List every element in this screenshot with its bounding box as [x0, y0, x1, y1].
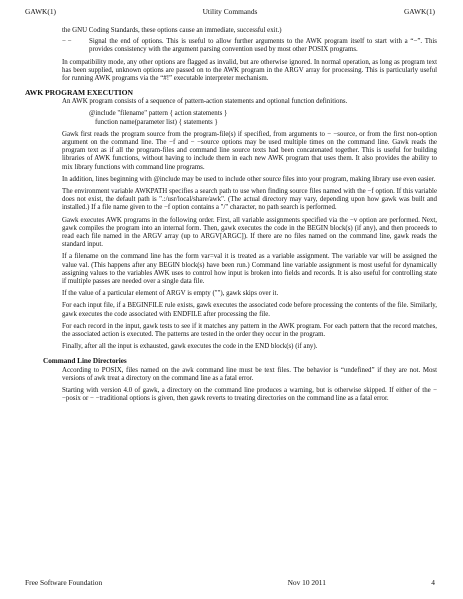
body-paragraph: Finally, after all the input is exhausted, gawk executes the code in the END block(s) (if any). — [62, 343, 318, 351]
section-heading: AWK PROGRAM EXECUTION — [25, 88, 134, 98]
header-right: GAWK(1) — [403, 7, 435, 16]
body-paragraph: In addition, lines beginning with @include may be used to include other source files into your program, making library use even easier. — [62, 175, 436, 183]
body-paragraph: Gawk first reads the program source from the program-file(s) if specified, from arguments to − −source, or from the first non-option argument on the command line. The −f and − −source options may be used multiple times on the command line. Gawk reads the program text as if all the program-files and command line source texts had been concatenated together. This is useful for building libraries of AWK functions, without having to include them in each new AWK program that uses them. It also provides the ability to mix library functions with command line programs. — [62, 130, 437, 171]
body-paragraph: If the value of a particular element of ARGV is empty (""), gawk skips over it. — [62, 290, 279, 298]
option-tag: − − — [62, 38, 72, 46]
subsection-heading: Command Line Directories — [43, 356, 127, 365]
footer-center: Nov 10 2011 — [287, 578, 326, 587]
page-footer — [25, 578, 435, 590]
continuation-text: the GNU Coding Standards, these options cause an immediate, successful exit.) — [62, 27, 282, 34]
page-body — [25, 27, 437, 403]
body-paragraph: Gawk executes AWK programs in the following order. First, all variable assignments specified via the −v option are performed. Next, gawk compiles the program into an internal form. Then, gawk executes the code in the BEGIN block(s) (if any), and then proceeds to read each file named in the ARGV array (up to ARGV[ARGC]). If there are no files named on the command line, gawk reads the standard input. — [62, 216, 437, 249]
compat-paragraph: In compatibility mode, any other options are flagged as invalid, but are otherwise ignored. In normal operation, as long as program text has been supplied, unknown options are passed on to the AWK program in the ARGV array for processing. This is particularly useful for running AWK programs via the “#!” executable interpreter mechanism. — [62, 58, 437, 83]
option-description: Signal the end of options. This is useful to allow further arguments to the AWK program itself to start with a “−”. This provides consistency with the argument parsing convention used by most other POSIX programs. — [89, 38, 437, 54]
body-paragraph: Starting with version 4.0 of gawk, a directory on the command line produces a warning, but is otherwise skipped. If either of the − −posix or − −traditional options is given, then gawk reverts to treating directories on the command line as a fatal error. — [62, 386, 437, 403]
option-dashdash — [25, 38, 437, 54]
synopsis-line-2: function name(parameter list) { statements } — [95, 118, 218, 126]
body-paragraph: According to POSIX, files named on the awk command line must be text files. The behavior is “undefined” if they are not. Most versions of awk treat a directory on the command line as a fatal error. — [62, 366, 437, 382]
footer-left: Free Software Foundation — [25, 578, 103, 587]
header-center: Utility Commands — [202, 7, 258, 16]
body-paragraph: For each record in the input, gawk tests to see if it matches any pattern in the AWK program. For each pattern that the record matches, the associated action is executed. The patterns are tested in the order they occur in the program. — [62, 322, 437, 339]
body-paragraph: The environment variable AWKPATH specifies a search path to use when finding source files named with the −f option. If this variable does not exist, the default path is ".:/usr/local/share/awk". (The actual directory may vary, depending upon how gawk was built and installed.) If a file name given to the −f option contains a "/" character, no path search is performed. — [62, 188, 437, 212]
page-header — [25, 7, 435, 19]
body-paragraph: For each input file, if a BEGINFILE rule exists, gawk executes the associated code before processing the contents of the file. Similarly, gawk executes the code associated with ENDFILE after processing the file. — [62, 302, 437, 318]
header-left: GAWK(1) — [25, 7, 57, 16]
body-paragraph: If a filename on the command line has the form var=val it is treated as a variable assignment. The variable var will be assigned the value val. (This happens after any BEGIN block(s) have been run.) Command line variable assignment is most useful for dynamically assigning values to the variables AWK uses to control how input is broken into fields and records. It is also useful for controlling state if multiple passes are needed over a single data file. — [62, 253, 437, 286]
intro-paragraph: An AWK program consists of a sequence of pattern-action statements and optional function definitions. — [62, 98, 348, 106]
synopsis-line-1: @include "filename" pattern { action statements } — [89, 110, 228, 118]
footer-page-number: 4 — [431, 578, 435, 587]
